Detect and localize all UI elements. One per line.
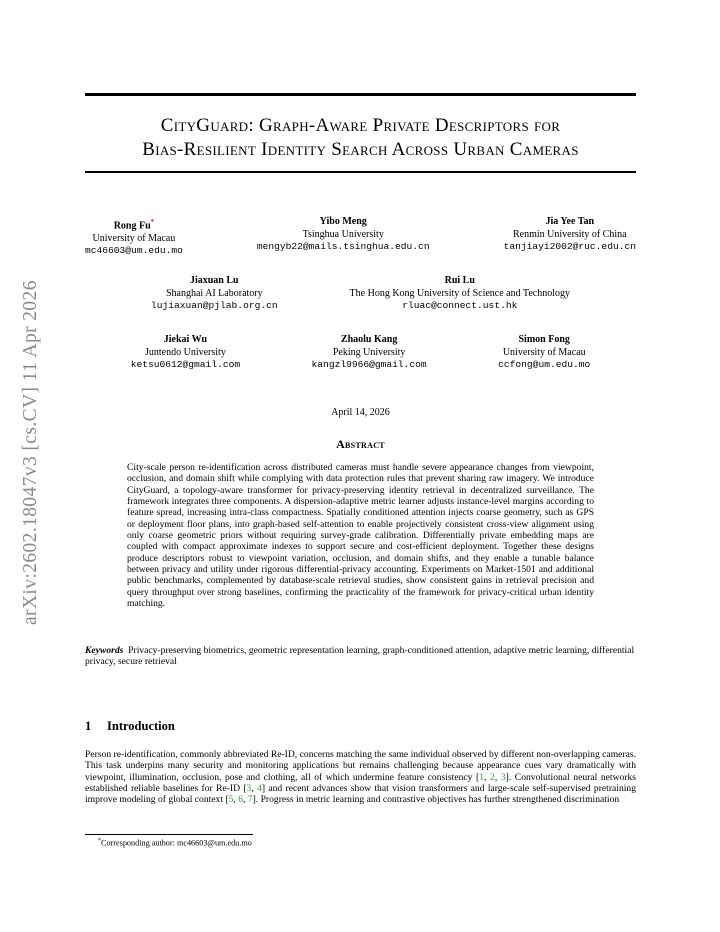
author-row-3 — [85, 334, 636, 372]
publication-date: April 14, 2026 — [331, 407, 390, 418]
title-rule-top — [85, 93, 636, 96]
footnote-rule — [85, 834, 253, 835]
author-affiliation: University of Macau — [92, 232, 176, 244]
keywords-label: Keywords — [85, 645, 124, 656]
author-block — [504, 216, 636, 258]
citation-link[interactable]: 5 — [228, 794, 234, 806]
author-email[interactable]: rluac@connect.ust.hk — [402, 300, 518, 311]
author-email[interactable]: mengyb22@mails.tsinghua.edu.cn — [256, 241, 430, 252]
author-email[interactable]: tanjiayi2002@ruc.edu.cn — [503, 241, 636, 252]
author-affiliation: University of Macau — [502, 346, 586, 358]
corresponding-author-mark: * — [150, 218, 155, 226]
author-name: Jiaxuan Lu — [189, 275, 239, 286]
author-row-2 — [85, 275, 636, 313]
author-name: Simon Fong — [518, 334, 570, 345]
author-affiliation: Shanghai AI Laboratory — [165, 287, 263, 299]
author-row-1 — [85, 216, 636, 258]
author-name: Jia Yee Tan — [545, 216, 595, 227]
author-name: Jiekai Wu — [163, 334, 208, 345]
author-block — [350, 275, 570, 313]
title-line-1: CityGuard: Graph-Aware Private Descriptors for — [160, 115, 561, 136]
author-email[interactable]: ketsu0612@gmail.com — [130, 359, 241, 370]
author-block — [131, 334, 240, 372]
arxiv-identifier: arXiv:2602.18047v3 [cs.CV] 11 Apr 2026 — [20, 280, 41, 626]
citation-link[interactable]: 7 — [247, 794, 253, 806]
footnote-text: Corresponding author: mc46603@um.edu.mo — [101, 838, 252, 848]
author-name: Yibo Meng — [319, 216, 367, 227]
footnote — [98, 838, 252, 848]
author-block — [85, 216, 183, 258]
author-affiliation: Peking University — [332, 346, 406, 358]
footnote-mark: * — [98, 838, 101, 844]
intro-text-segment: ]. Progress in metric learning and contrastive objectives has further strengthened discrimination — [252, 794, 620, 806]
abstract-heading: Abstract — [336, 437, 385, 451]
citation-link[interactable]: 1 — [479, 771, 485, 783]
author-email[interactable]: kangzl9966@gmail.com — [311, 359, 427, 370]
author-email[interactable]: ccfong@um.edu.mo — [498, 359, 591, 370]
intro-text-segment: ]. Convolutional neural networks established reliable baselines for Re-ID [ — [85, 771, 637, 794]
title-line-2: Bias-Resilient Identity Search Across Urban Cameras — [142, 139, 579, 160]
author-email[interactable]: mc46603@um.edu.mo — [85, 245, 183, 257]
author-name: Rui Lu — [444, 275, 475, 286]
author-block — [257, 216, 430, 258]
abstract-body: City-scale person re-identification across distributed cameras must handle severe appearance changes from viewpoint, occlusion, and domain shift while complying with data protection rules that prevent sharing raw imagery. We introduce CityGuard, a topology-aware transformer for privacy-preserving identity retrieval in decentralized surveillance. The framework integrates three components. A dispersion-adaptive metric learner adjusts instance-level margins according to feature spread, increasing intra-class compactness. Spatially conditioned attention injects coarse geometry, such as GPS or deployment floor plans, into graph-based self-attention to enable projectively consistent cross-view alignment using only coarse geometric priors without requiring survey-grade calibration. Differentially private embedding maps are coupled with compact approximate indexes to support secure and cost-efficient deployment. Together these designs produce descriptors robust to viewpoint variation, occlusion, and domain shifts, and they enable a tunable balance between privacy and utility under rigorous differential-privacy accounting. Experiments on Market-1501 and additional public benchmarks, complemented by database-scale retrieval studies, show consistent gains in retrieval precision and query throughput over strong baselines, confirming the practicality of the framework for privacy-critical urban identity matching. — [127, 462, 594, 610]
author-block — [151, 275, 278, 313]
title-rule-bottom — [85, 171, 636, 173]
citation-link[interactable]: 6 — [238, 794, 243, 806]
section-heading-introduction — [85, 719, 175, 734]
section-number: 1 — [85, 719, 92, 733]
keywords-text: Privacy-preserving biometrics, geometric representation learning, graph-conditioned attention, adaptive metric learning, differential privacy, secure retrieval — [85, 645, 635, 668]
citation-link[interactable]: 2 — [490, 771, 495, 783]
citation-link[interactable]: 3 — [500, 771, 506, 783]
author-affiliation: Renmin University of China — [512, 228, 627, 240]
author-block — [498, 334, 590, 372]
citation-link[interactable]: 4 — [257, 782, 262, 794]
section-title: Introduction — [107, 719, 175, 733]
author-name: Zhaolu Kang — [340, 334, 398, 345]
author-affiliation: Tsinghua University — [302, 228, 384, 240]
intro-text-segment: Person re-identification, commonly abbreviated Re-ID, concerns matching the same individual observed by different non-overlapping cameras. This task underpins many security and monitoring applications but remains challenging because appearance cues vary dramatically with viewpoint, illumination, occlusion, pose and clothing, all of which undermine feature consistency [ — [85, 749, 636, 783]
author-name: Rong Fu — [113, 220, 151, 232]
keywords — [85, 645, 636, 668]
author-email[interactable]: lujiaxuan@pjlab.org.cn — [150, 300, 278, 311]
author-block — [312, 334, 427, 372]
paper-title — [85, 114, 636, 162]
introduction-paragraph: Person re-identification, commonly abbreviated Re-ID, concerns matching the same individual observed by different non-overlapping cameras. This task underpins many security and monitoring applications but remains challenging because appearance cues vary dramatically with viewpoint, illumination, occlusion, pose and clothing, all of which undermine feature consistency [1, 2, 3]. Convolutional neural networks established reliable baselines for Re-ID [3, 4] and recent advances show that vision transformers and large-scale self-supervised pretraining improve modeling of global context [5, 6, 7]. Progress in metric learning and contrastive objectives has further strengthened discrimination — [85, 749, 637, 806]
citation-link[interactable]: 3 — [246, 782, 252, 794]
author-affiliation: The Hong Kong University of Science and Technology — [349, 287, 571, 299]
author-affiliation: Juntendo University — [145, 346, 226, 358]
intro-text-segment: ] and recent advances show that vision transformers and large-scale self-supervised pretraining improve modeling of global context [ — [85, 782, 637, 806]
